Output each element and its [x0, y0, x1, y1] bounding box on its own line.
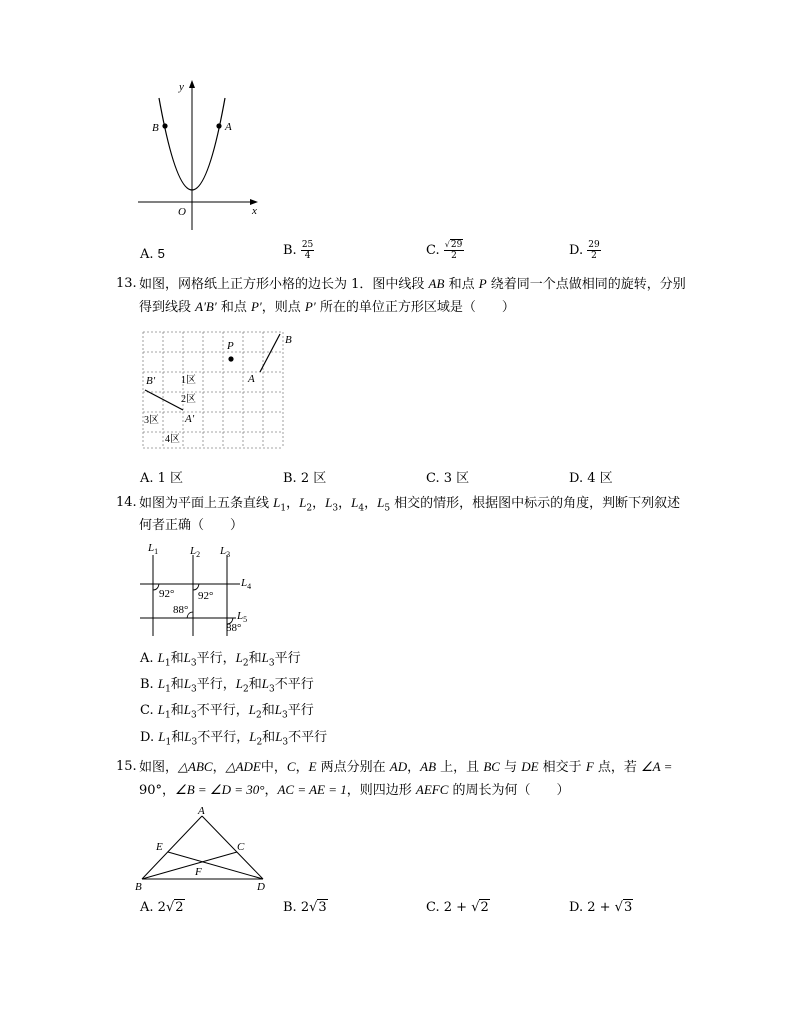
label-l4: $L_4$ [241, 577, 252, 591]
label-l2: $L_2$ [190, 545, 201, 559]
q12-option-a[interactable]: A. 5 [140, 246, 165, 262]
segment-de [168, 852, 263, 879]
sqrt-sign: √ [614, 900, 623, 915]
sqrt-sign: √ [471, 900, 480, 915]
sqrt-sign: √ [309, 900, 318, 915]
label-l5: $L_5$ [237, 610, 248, 624]
q13-number: 13. [116, 276, 137, 291]
q13-grid-figure [140, 328, 300, 452]
segment-ab [142, 816, 202, 879]
q15-number: 15. [116, 759, 137, 774]
label-a: A [248, 373, 255, 385]
label-l3: $L_3$ [220, 545, 231, 559]
q13-option-a[interactable]: A. 1 区 [140, 471, 184, 486]
region-2: 2区 [181, 394, 196, 405]
q14-option-d[interactable]: D. $L_1$和$L_3$不平行，$L_2$和$L_3$不平行 [140, 729, 328, 748]
label-b: B [285, 334, 292, 346]
region-3: 3区 [144, 415, 159, 426]
q14-option-c[interactable]: C. $L_1$和$L_3$不平行，$L_2$和$L_3$平行 [140, 702, 314, 721]
q15-option-c[interactable]: C. 2 + √2 [426, 900, 489, 915]
q15-line2: 90°，∠B = ∠D = 30°，AC = AE = 1，则四边形 AEFC 的周长为何（ ） [139, 782, 570, 798]
q14-line2: 何者正确（ ） [139, 518, 244, 533]
point-a [216, 123, 221, 128]
region-4: 4区 [165, 434, 180, 445]
point-p [228, 356, 233, 361]
angle-92-left: 92° [159, 588, 175, 600]
label-ap: A′ [185, 413, 195, 425]
region-1: 1区 [181, 375, 196, 386]
dashed-grid [143, 332, 283, 448]
sqrt-sign: √ [165, 900, 175, 915]
fraction: $\frac{25}{4}$ [301, 240, 314, 261]
q15-triangle-figure [130, 804, 275, 896]
q12-option-d[interactable]: D. $\frac{29}{2}$ [569, 240, 600, 261]
q14-line1: 如图为平面上五条直线 $L_1$，$L_2$，$L_3$，$L_4$，$L_5$ 相交的情形，根据图中标示的角度，判断下列叙述 [139, 495, 681, 514]
segment-ad [202, 816, 263, 879]
fraction: $\frac{√29}{2}$ [444, 240, 463, 261]
q14-lines-figure [138, 540, 258, 640]
q15-option-d[interactable]: D. 2 + √3 [569, 900, 633, 915]
angle-88-mid: 88° [173, 604, 189, 616]
point-b [162, 123, 167, 128]
label-c: C [237, 841, 245, 853]
label-x: x [252, 205, 257, 217]
q14-number: 14. [116, 495, 137, 510]
q15-option-a[interactable]: A. 2√2 [140, 900, 184, 915]
label-e: E [156, 841, 163, 853]
angle-92-right: 92° [198, 590, 214, 602]
segment-bc [142, 852, 237, 879]
label-bp: B′ [146, 375, 156, 387]
label-p: P [227, 340, 234, 352]
q15-option-b[interactable]: B. 2√3 [283, 900, 327, 915]
angle-88-bottom: 88° [226, 622, 242, 634]
q15-line1: 如图，△ABC，△ADE中，C，E 两点分别在 AD，AB 上，且 BC 与 DE 相交于 F 点，若 ∠A = [139, 759, 673, 775]
label-f: F [195, 866, 202, 878]
label-a: A [198, 805, 205, 817]
q13-line1: 如图，网格纸上正方形小格的边长为 1．图中线段 AB 和点 P 绕着同一个点做相同的旋转，分别 [139, 276, 686, 292]
fraction: $\frac{29}{2}$ [588, 240, 600, 261]
q14-option-a[interactable]: A. $L_1$和$L_3$平行，$L_2$和$L_3$平行 [140, 650, 301, 669]
q12-option-b[interactable]: B. $\frac{25}{4}$ [283, 240, 314, 261]
q13-option-b[interactable]: B. 2 区 [283, 471, 327, 486]
segment-apbp [145, 390, 183, 410]
y-axis-arrow [189, 80, 195, 88]
q12-option-c[interactable]: C. $\frac{√29}{2}$ [426, 240, 463, 261]
q13-option-c[interactable]: C. 3 区 [426, 471, 470, 486]
label-b: B [152, 122, 159, 134]
q13-option-d[interactable]: D. 4 区 [569, 471, 613, 486]
label-o: O [178, 206, 186, 218]
label-l1: $L_1$ [148, 542, 159, 556]
label-y: y [179, 81, 184, 93]
label-b: B [135, 881, 142, 893]
parabola-graph [130, 78, 270, 233]
label-a: A [225, 121, 232, 133]
q14-option-b[interactable]: B. $L_1$和$L_3$平行，$L_2$和$L_3$不平行 [140, 676, 314, 695]
q13-line2: 得到线段 A′B′ 和点 P′，则点 P′ 所在的单位正方形区域是（ ） [139, 299, 515, 315]
label-d: D [257, 881, 265, 893]
